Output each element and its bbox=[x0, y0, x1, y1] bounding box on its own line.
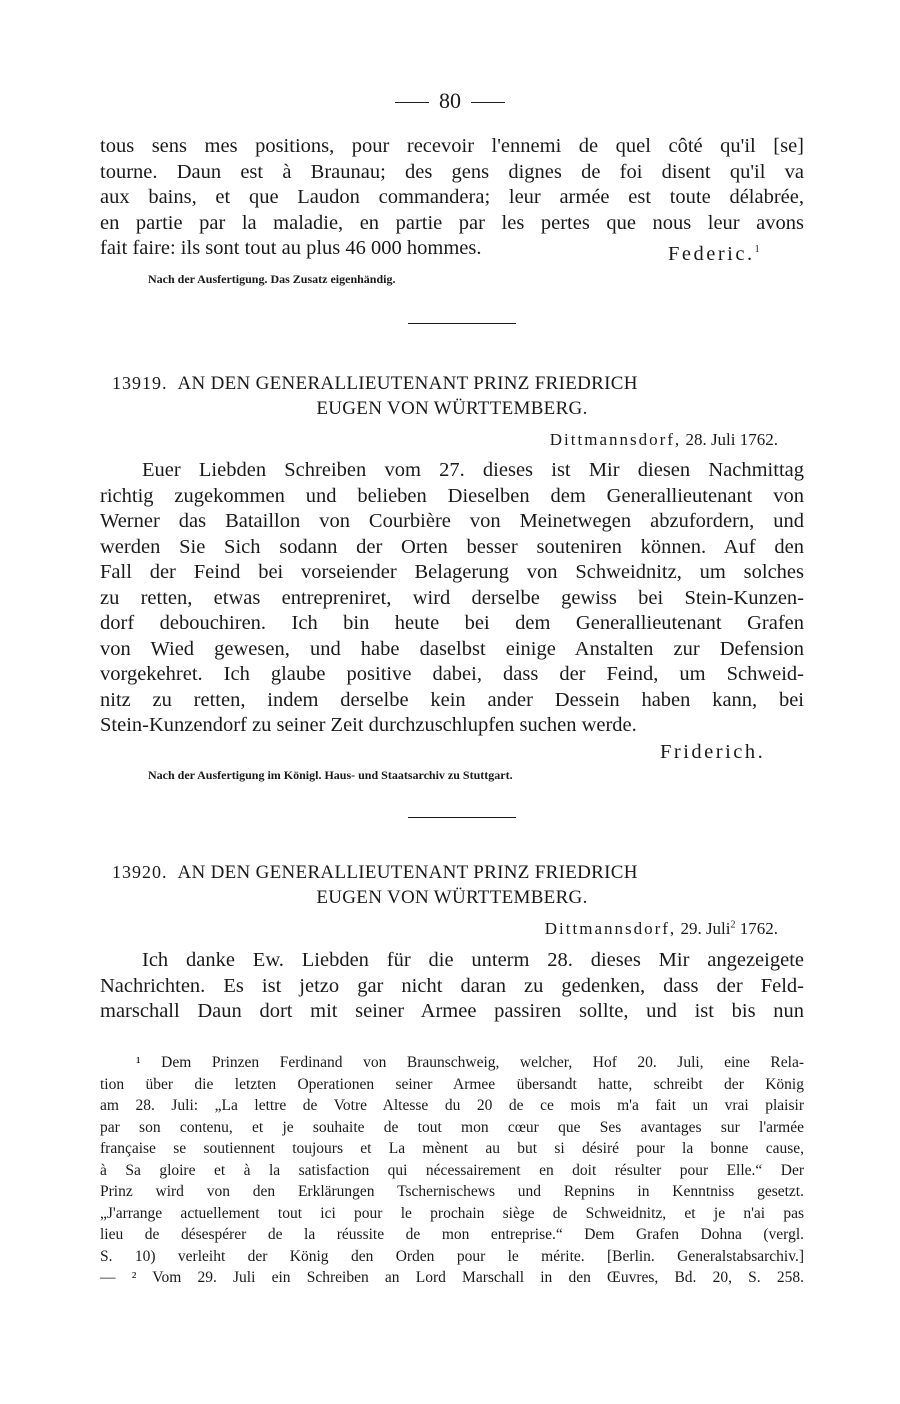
page-number-dash-left bbox=[395, 102, 429, 103]
separator-rule bbox=[408, 817, 516, 818]
text-line: Fall der Feind bei vorseiender Belagerung von Schweidnitz, um solches bbox=[100, 561, 804, 583]
letter-body bbox=[100, 458, 804, 739]
text-line: vorgekehret. Ich glaube positive dabei, dass der Feind, um Schweid- bbox=[100, 663, 804, 685]
footnote-line: „J'arrange actuellement tout ici pour le prochain siège de Schweidnitz, et je n'ai pas bbox=[100, 1204, 804, 1222]
letter-heading bbox=[112, 371, 792, 421]
footnote-line: lieu de désespérer de la réussite de mon entreprise.“ Dem Grafen Dohna (vergl. bbox=[100, 1226, 804, 1243]
date-year: 1762. bbox=[739, 919, 778, 938]
dateline bbox=[545, 919, 778, 939]
letter-body bbox=[100, 948, 804, 1025]
footnote-line: — ² Vom 29. Juli ein Schreiben an Lord Marschall in den Œuvres, Bd. 20, S. 258. bbox=[100, 1269, 804, 1286]
date-place: Dittmannsdorf, bbox=[549, 430, 682, 449]
footnote-line: am 28. Juli: „La lettre de Votre Altesse du 20 de ce mois m'a fait un vrai plaisir bbox=[100, 1097, 804, 1114]
footnote-line: par son contenu, et je souhaite de tout mon cœur que Ses avantages sur l'armée bbox=[100, 1118, 804, 1136]
source-note: Nach der Ausfertigung im Königl. Haus- und Staatsarchiv zu Stuttgart. bbox=[148, 768, 513, 782]
text-line: en partie par la maladie, en partie par les pertes que nous leur avons bbox=[100, 211, 804, 234]
signature-friderich: Friderich. bbox=[660, 741, 766, 763]
page-number-dash-right bbox=[471, 102, 505, 103]
text-line: marschall Daun dort mit seiner Armee passiren sollte, und ist bis nun bbox=[100, 1000, 804, 1022]
footnote-line: tion über die letzten Operationen seiner Armee übersandt hatte, schreibt der König bbox=[100, 1075, 804, 1093]
source-note: Nach der Ausfertigung. Das Zusatz eigenhändig. bbox=[148, 272, 396, 286]
text-line: aux bains, et que Laudon commandera; leur armée est toute délabrée, bbox=[100, 186, 804, 208]
footnote-line: S. 10) verleiht der König den Orden pour le mérite. [Berlin. Generalstabsarchiv.] bbox=[100, 1247, 804, 1265]
footnote-line: Prinz wird von den Erklärungen Tschernischews und Repnins in Kenntniss gesetzt. bbox=[100, 1183, 804, 1200]
dateline bbox=[550, 430, 778, 450]
text-line: Ich danke Ew. Liebden für die unterm 28. dieses Mir angezeigete bbox=[142, 949, 804, 971]
footnotes bbox=[100, 1052, 804, 1289]
text-line: Nachrichten. Es ist jetzo gar nicht daran zu gedenken, dass der Feld- bbox=[100, 974, 804, 997]
text-line: dorf debouchiren. Ich bin heute bei dem Generallieutenant Grafen bbox=[100, 612, 804, 634]
page-number bbox=[0, 88, 900, 114]
text-line: nitz zu retten, indem derselbe kein ander Dessein haben kann, bei bbox=[100, 688, 804, 711]
date-text: 28. Juli 1762. bbox=[685, 430, 778, 449]
text-line: Werner das Bataillon von Courbière von Meinetwegen abzufordern, und bbox=[100, 510, 804, 532]
text-line: tous sens mes positions, pour recevoir l'ennemi de quel côté qu'il [se] bbox=[100, 135, 804, 157]
signature-federic: Federic.$^1$ bbox=[668, 243, 763, 265]
date-text: 29. Juli bbox=[680, 919, 731, 938]
text-line: tourne. Daun est à Braunau; des gens dignes de foi disent qu'il va bbox=[100, 160, 804, 183]
page-number-text: 80 bbox=[439, 88, 461, 113]
heading-line-2: EUGEN VON WÜRTTEMBERG. bbox=[316, 398, 588, 419]
heading-line-2: EUGEN VON WÜRTTEMBERG. bbox=[316, 887, 588, 908]
letter-number: 13920. bbox=[112, 862, 168, 882]
text-line: fait faire: ils sont tout au plus 46 000 hommes. bbox=[100, 237, 482, 259]
text-line: Stein-Kunzendorf zu seiner Zeit durchzuschlupfen suchen werde. bbox=[100, 714, 637, 736]
text-line: von Wied gewesen, und habe daselbst einige Anstalten zur Defension bbox=[100, 637, 804, 660]
date-place: Dittmannsdorf, bbox=[544, 919, 677, 938]
separator-rule bbox=[408, 323, 516, 324]
footnote-line: ¹ Dem Prinzen Ferdinand von Braunschweig, welcher, Hof 20. Juli, eine Rela- bbox=[136, 1054, 804, 1071]
footnote-line: française se soutiennent toujours et La mènent au but si désiré pour la bonne cause, bbox=[100, 1140, 804, 1157]
letter-heading bbox=[112, 860, 792, 910]
text-line: richtig zugekommen und belieben Dieselben dem Generallieutenant von bbox=[100, 484, 804, 507]
text-line: Euer Liebden Schreiben vom 27. dieses ist Mir diesen Nachmittag bbox=[142, 459, 804, 481]
heading-line-1: 13920. AN DEN GENERALLIEUTENANT PRINZ FRIEDRICH bbox=[112, 862, 638, 883]
footnote-mark: 1 bbox=[754, 244, 763, 256]
text-line: werden Sie Sich sodann der Orten besser souteniren können. Auf den bbox=[100, 535, 804, 558]
heading-line-1: 13919. AN DEN GENERALLIEUTENANT PRINZ FRIEDRICH bbox=[112, 373, 638, 394]
letter-number: 13919. bbox=[112, 373, 168, 393]
text-line: zu retten, etwas entrepreniret, wird derselbe gewiss bei Stein-Kunzen- bbox=[100, 586, 804, 609]
footnote-line: à Sa gloire et à la satisfaction qui nécessairement en doit résulter pour Elle.“ Der bbox=[100, 1161, 804, 1179]
footnote-mark: 2 bbox=[730, 919, 736, 931]
